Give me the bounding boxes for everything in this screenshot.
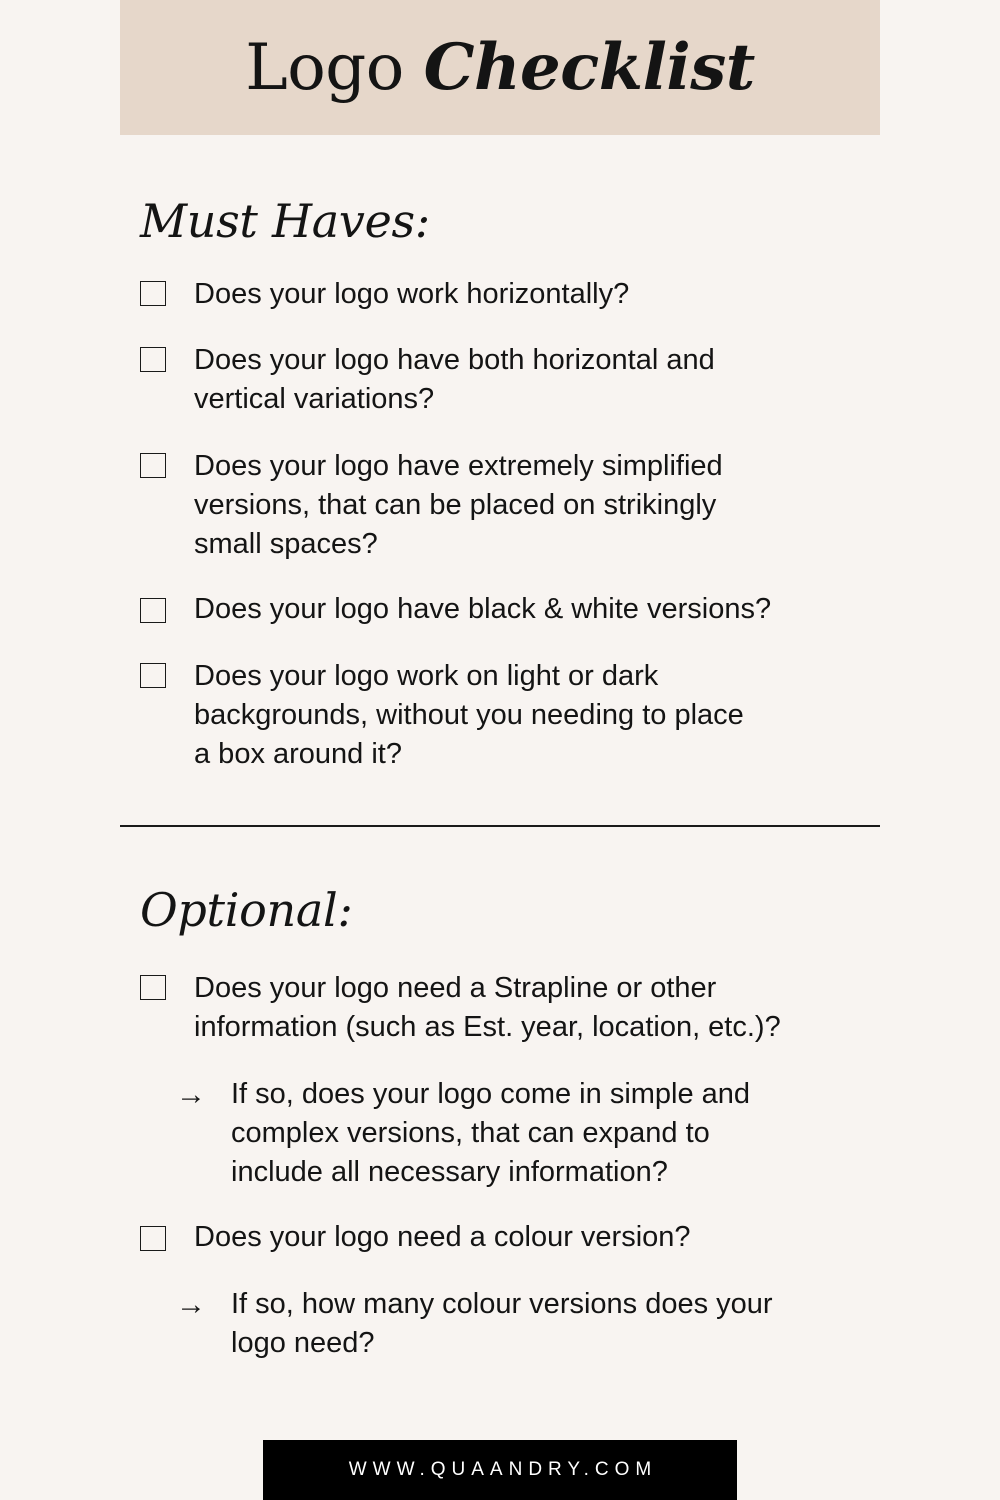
arrow-right-icon: → xyxy=(176,1078,206,1111)
followup-text: If so, how many colour versions does your logo need? xyxy=(231,1288,773,1359)
checkbox-icon[interactable] xyxy=(140,598,166,623)
checklist-item-text: Does your logo work on light or dark backgrounds, without you needing to place a box around it? xyxy=(194,660,744,770)
optional-heading: Optional: xyxy=(140,883,353,937)
website-url[interactable]: WWW.QUAANDRY.COM xyxy=(348,1459,658,1480)
checkbox-icon[interactable] xyxy=(140,453,166,478)
checklist-item-text: Does your logo have black & white versions? xyxy=(194,593,772,625)
checkbox-icon[interactable] xyxy=(140,1226,166,1251)
checkbox-icon[interactable] xyxy=(140,663,166,688)
header-band xyxy=(120,0,880,135)
checkbox-icon[interactable] xyxy=(140,347,166,372)
title-plain: Logo xyxy=(245,30,404,105)
arrow-right-icon: → xyxy=(176,1288,206,1321)
checklist-item-text: Does your logo have both horizontal and vertical variations? xyxy=(194,344,715,415)
checklist-item-text: Does your logo have extremely simplified versions, that can be placed on strikingly small spaces? xyxy=(194,450,723,560)
title-emphasis: Checklist xyxy=(423,29,755,105)
followup-text: If so, does your logo come in simple and complex versions, that can expand to include all necessary information? xyxy=(231,1078,751,1188)
checklist-item-text: Does your logo work horizontally? xyxy=(194,278,630,310)
checkbox-icon[interactable] xyxy=(140,281,166,306)
page-title xyxy=(245,29,755,105)
section-divider xyxy=(120,825,880,827)
checklist-item-text: Does your logo need a colour version? xyxy=(194,1221,691,1253)
checkbox-icon[interactable] xyxy=(140,975,166,1000)
must-haves-heading: Must Haves: xyxy=(140,194,430,248)
footer-band xyxy=(263,1440,737,1500)
checklist-item-text: Does your logo need a Strapline or other information (such as Est. year, location, etc.)? xyxy=(194,972,781,1043)
